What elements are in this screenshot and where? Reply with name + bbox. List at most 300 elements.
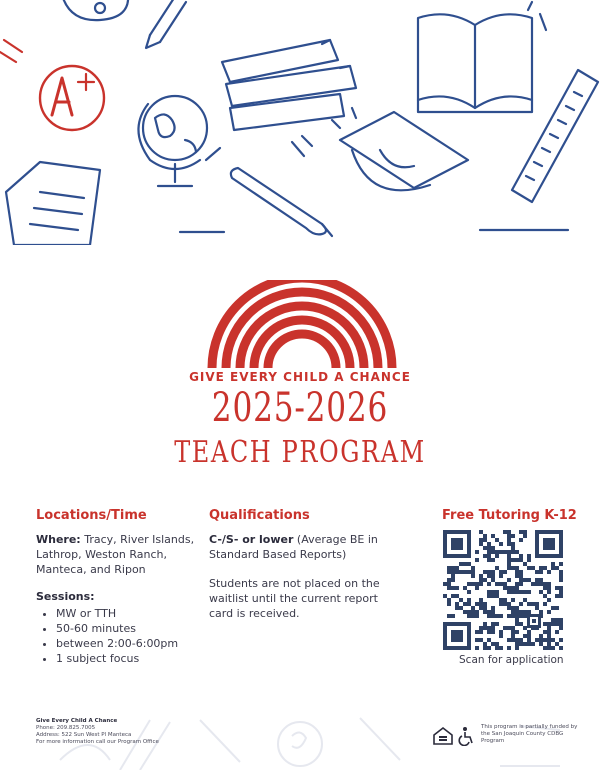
qr-module bbox=[479, 574, 483, 578]
qr-module bbox=[471, 570, 475, 574]
qr-module bbox=[543, 638, 547, 642]
qr-module bbox=[503, 586, 507, 590]
qr-module bbox=[483, 602, 487, 606]
qr-module bbox=[451, 578, 455, 582]
qr-module bbox=[475, 638, 479, 642]
qr-module bbox=[467, 614, 471, 618]
qr-module bbox=[507, 550, 511, 554]
qr-module bbox=[543, 582, 547, 586]
qr-module bbox=[519, 570, 523, 574]
where-label: Where: bbox=[36, 533, 81, 546]
qr-module bbox=[491, 622, 495, 626]
qr-module bbox=[515, 550, 519, 554]
qr-module bbox=[491, 534, 495, 538]
qr-module bbox=[539, 638, 543, 642]
qr-module bbox=[443, 594, 447, 598]
qr-module bbox=[499, 646, 503, 650]
qr-module bbox=[539, 634, 543, 638]
qr-module bbox=[455, 602, 459, 606]
qr-module bbox=[471, 566, 475, 570]
red-strokes bbox=[0, 40, 22, 62]
qr-module bbox=[483, 570, 487, 574]
qr-module bbox=[519, 638, 523, 642]
qr-module bbox=[455, 586, 459, 590]
qr-module bbox=[487, 546, 491, 550]
qr-module bbox=[539, 566, 543, 570]
pen-icon bbox=[231, 168, 332, 236]
qr-module bbox=[507, 538, 511, 542]
qr-module bbox=[531, 582, 535, 586]
qr-module bbox=[515, 566, 519, 570]
qr-module bbox=[499, 542, 503, 546]
qr-module bbox=[519, 642, 523, 646]
qr-module bbox=[507, 530, 511, 534]
qr-module bbox=[507, 578, 511, 582]
qr-module bbox=[507, 602, 511, 606]
qr-module bbox=[467, 570, 471, 574]
qr-module bbox=[511, 598, 515, 602]
qr-module bbox=[519, 578, 523, 582]
qr-module bbox=[451, 574, 455, 578]
qr-module bbox=[543, 594, 547, 598]
qr-module bbox=[487, 558, 491, 562]
sessions-list bbox=[36, 606, 201, 666]
doodle-banner bbox=[0, 0, 600, 245]
qr-module bbox=[543, 630, 547, 634]
qr-module bbox=[555, 622, 559, 626]
qr-module bbox=[559, 646, 563, 650]
qr-module bbox=[523, 626, 527, 630]
qr-module bbox=[527, 558, 531, 562]
qr-module bbox=[507, 590, 511, 594]
footer-address: Address: 522 Sun West Pl Manteca bbox=[36, 732, 132, 738]
qr-module bbox=[495, 614, 499, 618]
qr-module bbox=[487, 570, 491, 574]
qr-module bbox=[559, 562, 563, 566]
qr-module bbox=[483, 642, 487, 646]
qr-module bbox=[487, 614, 491, 618]
qr-module bbox=[467, 598, 471, 602]
grade-note: (Average BE in Standard Based Reports) bbox=[209, 533, 378, 561]
qr-module bbox=[535, 602, 539, 606]
qr-module bbox=[499, 598, 503, 602]
qr-module bbox=[507, 534, 511, 538]
pencil-icon bbox=[146, 0, 186, 48]
qr-module bbox=[487, 630, 491, 634]
qr-module bbox=[487, 582, 491, 586]
qr-module bbox=[539, 582, 543, 586]
program-year: 2025-2026 bbox=[211, 385, 389, 431]
qr-module bbox=[527, 638, 531, 642]
globe-icon bbox=[138, 96, 207, 186]
qr-module bbox=[459, 606, 463, 610]
qr-module bbox=[487, 594, 491, 598]
qualifications-heading: Qualifications bbox=[209, 508, 310, 523]
qr-module bbox=[515, 610, 519, 614]
qr-module bbox=[523, 610, 527, 614]
qr-module bbox=[527, 602, 531, 606]
qr-module bbox=[547, 582, 551, 586]
qr-module bbox=[555, 642, 559, 646]
qr-module bbox=[547, 598, 551, 602]
qr-module bbox=[463, 570, 467, 574]
qr-module bbox=[527, 566, 531, 570]
qr-module bbox=[511, 634, 515, 638]
qr-module bbox=[483, 554, 487, 558]
qr-module bbox=[495, 554, 499, 558]
qr-module bbox=[479, 530, 483, 534]
equal-housing-icon bbox=[432, 726, 454, 746]
qr-module bbox=[507, 646, 511, 650]
qr-module bbox=[463, 610, 467, 614]
qr-module bbox=[487, 646, 491, 650]
qr-module bbox=[535, 606, 539, 610]
qr-module bbox=[503, 570, 507, 574]
qr-module bbox=[535, 570, 539, 574]
qr-module bbox=[559, 594, 563, 598]
qr-module bbox=[519, 614, 523, 618]
qr-module bbox=[555, 618, 559, 622]
qr-module bbox=[547, 646, 551, 650]
qr-module bbox=[459, 562, 463, 566]
scan-label: Scan for application bbox=[459, 654, 564, 666]
qr-module bbox=[455, 566, 459, 570]
qr-module bbox=[487, 590, 491, 594]
a-plus-icon bbox=[40, 66, 104, 130]
qr-module bbox=[471, 574, 475, 578]
qr-module bbox=[451, 566, 455, 570]
qr-module bbox=[515, 630, 519, 634]
qr-module bbox=[447, 566, 451, 570]
qr-module bbox=[491, 610, 495, 614]
qr-module bbox=[495, 566, 499, 570]
qr-module bbox=[507, 558, 511, 562]
qr-module bbox=[551, 646, 555, 650]
qr-module bbox=[483, 626, 487, 630]
qr-module bbox=[491, 642, 495, 646]
qr-module bbox=[447, 578, 451, 582]
qr-module bbox=[507, 606, 511, 610]
qr-module bbox=[499, 630, 503, 634]
qr-module bbox=[551, 566, 555, 570]
qr-module bbox=[479, 638, 483, 642]
qr-module bbox=[547, 570, 551, 574]
qr-module bbox=[511, 630, 515, 634]
qr-module bbox=[495, 550, 499, 554]
locations-heading: Locations/Time bbox=[36, 508, 147, 523]
grade-bold: C-/S- or lower bbox=[209, 533, 294, 546]
qr-module bbox=[487, 638, 491, 642]
qr-module bbox=[507, 566, 511, 570]
qr-module bbox=[507, 586, 511, 590]
footer-org: Give Every Child A Chance bbox=[36, 718, 118, 724]
qr-module bbox=[547, 642, 551, 646]
qr-module bbox=[507, 542, 511, 546]
qr-module bbox=[539, 570, 543, 574]
qr-module bbox=[447, 586, 451, 590]
qr-module bbox=[527, 554, 531, 558]
qr-module bbox=[451, 586, 455, 590]
qr-module bbox=[495, 642, 499, 646]
qr-module bbox=[487, 554, 491, 558]
qr-module bbox=[483, 546, 487, 550]
books-icon bbox=[222, 40, 356, 130]
qr-module bbox=[491, 574, 495, 578]
qr-module bbox=[483, 606, 487, 610]
qr-module bbox=[479, 630, 483, 634]
footer-funding: This program is partially funded by the San Joaquin County CDBG Program bbox=[481, 724, 578, 744]
qr-module bbox=[527, 642, 531, 646]
qr-module bbox=[527, 578, 531, 582]
qr-module bbox=[471, 610, 475, 614]
qr-module bbox=[491, 570, 495, 574]
qr-module bbox=[547, 622, 551, 626]
qr-module bbox=[519, 622, 523, 626]
qr-module bbox=[547, 638, 551, 642]
qr-module bbox=[531, 602, 535, 606]
qr-module bbox=[479, 602, 483, 606]
qr-module bbox=[491, 606, 495, 610]
qr-module bbox=[511, 590, 515, 594]
qr-module bbox=[507, 562, 511, 566]
qr-module bbox=[559, 578, 563, 582]
qr-module bbox=[487, 626, 491, 630]
qr-module bbox=[503, 582, 507, 586]
qr-module bbox=[555, 630, 559, 634]
qr-module bbox=[495, 594, 499, 598]
qr-module bbox=[519, 554, 523, 558]
tutoring-section bbox=[442, 508, 582, 523]
qr-module bbox=[559, 626, 563, 630]
qr-module bbox=[475, 602, 479, 606]
qr-module bbox=[443, 582, 447, 586]
qr-module bbox=[511, 586, 515, 590]
qr-module bbox=[463, 586, 467, 590]
qr-module bbox=[483, 622, 487, 626]
qr-module bbox=[495, 622, 499, 626]
qr-module bbox=[559, 618, 563, 622]
qr-module bbox=[451, 570, 455, 574]
qr-module bbox=[547, 630, 551, 634]
qr-module bbox=[555, 606, 559, 610]
program-title: TEACH PROGRAM bbox=[174, 435, 426, 470]
qr-module bbox=[511, 626, 515, 630]
qr-module bbox=[503, 530, 507, 534]
qr-module bbox=[475, 630, 479, 634]
qr-module bbox=[511, 550, 515, 554]
qr-module bbox=[451, 594, 455, 598]
qr-module bbox=[479, 606, 483, 610]
qr-module bbox=[559, 622, 563, 626]
qr-module bbox=[519, 558, 523, 562]
qr-module bbox=[555, 566, 559, 570]
qr-module bbox=[515, 570, 519, 574]
qr-module bbox=[523, 598, 527, 602]
org-name: GIVE EVERY CHILD A CHANCE bbox=[189, 370, 411, 384]
qr-module bbox=[535, 578, 539, 582]
qr-module bbox=[495, 582, 499, 586]
qr-module bbox=[539, 590, 543, 594]
qr-module bbox=[475, 614, 479, 618]
qr-module bbox=[499, 582, 503, 586]
qr-module bbox=[515, 558, 519, 562]
qr-module bbox=[491, 550, 495, 554]
qr-module bbox=[507, 554, 511, 558]
qualifications-section bbox=[209, 508, 404, 621]
qr-module bbox=[543, 646, 547, 650]
qr-module bbox=[559, 574, 563, 578]
qr-module bbox=[519, 610, 523, 614]
qr-module bbox=[491, 590, 495, 594]
qr-module bbox=[503, 602, 507, 606]
qr-module bbox=[551, 618, 555, 622]
qr-module bbox=[559, 570, 563, 574]
qr-module bbox=[547, 586, 551, 590]
qr-module bbox=[479, 538, 483, 542]
locations-section bbox=[36, 508, 201, 666]
qr-module bbox=[467, 602, 471, 606]
qr-module bbox=[511, 610, 515, 614]
qr-module bbox=[515, 618, 519, 622]
qr-module bbox=[455, 606, 459, 610]
qr-module bbox=[467, 562, 471, 566]
qr-module bbox=[555, 594, 559, 598]
qr-module bbox=[467, 610, 471, 614]
qr-module bbox=[507, 626, 511, 630]
qr-module bbox=[543, 566, 547, 570]
qr-module bbox=[483, 538, 487, 542]
qr-module bbox=[527, 634, 531, 638]
qr-module bbox=[447, 614, 451, 618]
qr-module bbox=[467, 582, 471, 586]
qr-module bbox=[511, 606, 515, 610]
qr-module bbox=[447, 582, 451, 586]
qr-module bbox=[511, 566, 515, 570]
qr-module bbox=[559, 638, 563, 642]
qr-module bbox=[503, 626, 507, 630]
qr-module bbox=[487, 610, 491, 614]
qr-module bbox=[475, 646, 479, 650]
qr-module bbox=[539, 610, 543, 614]
qr-module bbox=[471, 582, 475, 586]
qr-module bbox=[515, 590, 519, 594]
qr-module bbox=[455, 570, 459, 574]
footer-info: For more information call our Program Office bbox=[36, 739, 159, 745]
qr-module bbox=[519, 582, 523, 586]
qr-module bbox=[519, 574, 523, 578]
qr-module bbox=[483, 610, 487, 614]
session-item: • between 2:00-6:00pm bbox=[56, 636, 201, 651]
qr-module bbox=[535, 638, 539, 642]
session-item: • 1 subject focus bbox=[56, 651, 201, 666]
qr-module bbox=[503, 550, 507, 554]
qr-module bbox=[523, 634, 527, 638]
qr-module bbox=[483, 578, 487, 582]
qr-module bbox=[491, 626, 495, 630]
qr-module bbox=[535, 582, 539, 586]
qr-module bbox=[515, 638, 519, 642]
qr-module bbox=[451, 614, 455, 618]
qr-module bbox=[539, 642, 543, 646]
where-value: Tracy, River Islands, Lathrop, Weston Ranch, Manteca, and Ripon bbox=[36, 533, 195, 576]
qr-module bbox=[447, 598, 451, 602]
qr-module bbox=[527, 610, 531, 614]
qr-module bbox=[475, 558, 479, 562]
qr-module bbox=[511, 534, 515, 538]
qr-module bbox=[463, 602, 467, 606]
qr-module bbox=[527, 630, 531, 634]
qr-module bbox=[475, 610, 479, 614]
placement-note: Students are not placed on the waitlist until the current report card is received. bbox=[209, 577, 380, 620]
qr-module bbox=[523, 614, 527, 618]
qr-module bbox=[519, 530, 523, 534]
qr-module bbox=[515, 642, 519, 646]
qr-module bbox=[491, 614, 495, 618]
qr-module bbox=[523, 590, 527, 594]
qr-module bbox=[559, 590, 563, 594]
qr-module bbox=[531, 566, 535, 570]
doodle-strokes bbox=[180, 136, 568, 232]
protractor-icon bbox=[332, 108, 468, 190]
open-book-icon bbox=[418, 2, 546, 112]
ruler-icon bbox=[512, 70, 598, 202]
qr-module bbox=[515, 574, 519, 578]
qr-module bbox=[447, 602, 451, 606]
qr-module bbox=[547, 634, 551, 638]
qr-module bbox=[475, 582, 479, 586]
where-text bbox=[36, 532, 201, 577]
qr-module bbox=[527, 590, 531, 594]
qr-module bbox=[495, 590, 499, 594]
qr-module bbox=[543, 586, 547, 590]
qr-module bbox=[511, 546, 515, 550]
qr-module bbox=[479, 598, 483, 602]
qr-module bbox=[467, 590, 471, 594]
qr-module bbox=[475, 586, 479, 590]
qr-module bbox=[511, 614, 515, 618]
qr-module bbox=[455, 594, 459, 598]
qr-module bbox=[499, 570, 503, 574]
sessions-label: Sessions: bbox=[36, 590, 95, 603]
paper-icon bbox=[6, 162, 100, 245]
session-item: • 50-60 minutes bbox=[56, 621, 201, 636]
qr-module bbox=[523, 578, 527, 582]
qr-module bbox=[511, 638, 515, 642]
qr-module bbox=[559, 586, 563, 590]
qr-module bbox=[503, 598, 507, 602]
qr-module bbox=[547, 590, 551, 594]
qr-module bbox=[499, 550, 503, 554]
qr-code[interactable] bbox=[443, 530, 563, 650]
qr-module bbox=[515, 614, 519, 618]
qr-module bbox=[515, 582, 519, 586]
qr-module bbox=[515, 586, 519, 590]
qr-module bbox=[515, 622, 519, 626]
qr-module bbox=[483, 646, 487, 650]
qr-module bbox=[547, 610, 551, 614]
qr-module bbox=[463, 562, 467, 566]
qr-module bbox=[519, 590, 523, 594]
qr-module bbox=[551, 622, 555, 626]
qr-module bbox=[551, 562, 555, 566]
qr-module bbox=[487, 550, 491, 554]
qr-module bbox=[499, 634, 503, 638]
qr-module bbox=[551, 606, 555, 610]
qr-module bbox=[543, 602, 547, 606]
qr-module bbox=[487, 542, 491, 546]
qr-module bbox=[551, 638, 555, 642]
qr-module bbox=[511, 558, 515, 562]
